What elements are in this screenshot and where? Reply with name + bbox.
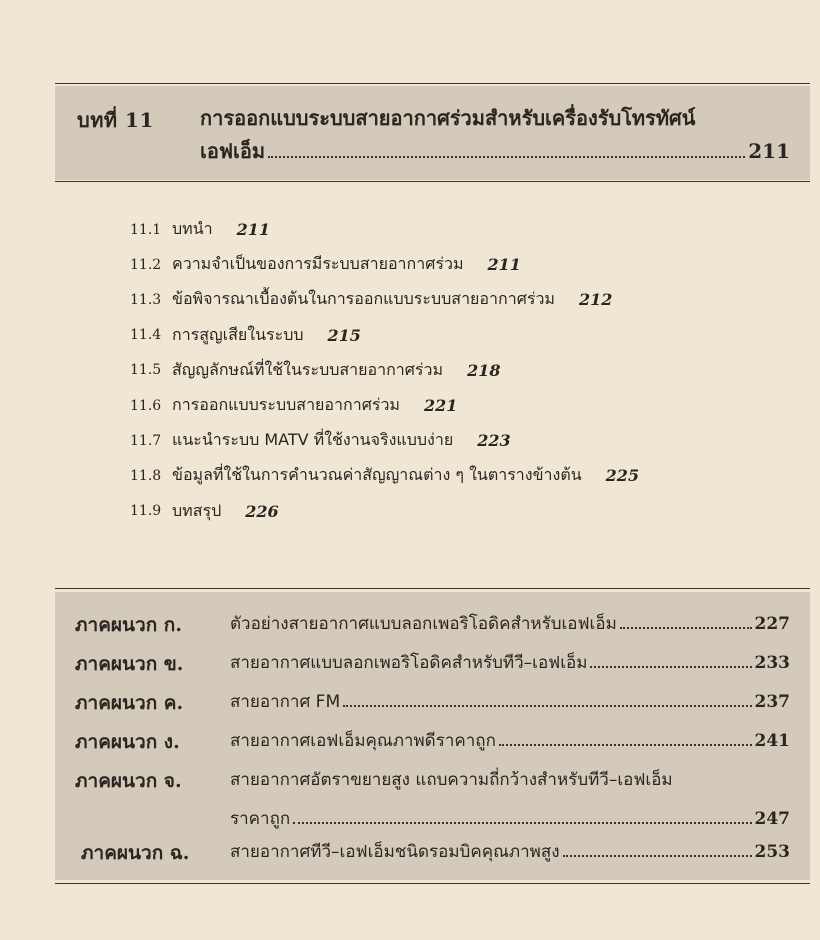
section-title: บทสรุป xyxy=(172,500,222,520)
section-page: 212 xyxy=(578,290,613,310)
appendix-label: ภาคผนวก ค. xyxy=(75,692,184,714)
appendix-title: สายอากาศทีวี–เอฟเอ็มชนิดรอมบิคคุณภาพสูง xyxy=(230,842,560,862)
section-item[interactable] xyxy=(130,353,790,388)
appendix-title: สายอากาศเอฟเอ็มคุณภาพดีราคาถูก xyxy=(230,731,496,751)
appendix-block xyxy=(55,592,810,880)
appendix-label: ภาคผนวก ง. xyxy=(75,731,180,753)
section-item[interactable] xyxy=(130,423,790,458)
section-title: การออกแบบระบบสายอากาศร่วม xyxy=(172,395,400,415)
chapter-title-line2 xyxy=(200,135,790,167)
dot-leader xyxy=(620,627,752,629)
section-title: ข้อพิจารณาเบื้องต้นในการออกแบบระบบสายอากาศร่วม xyxy=(172,289,555,309)
section-number: 11.4 xyxy=(130,327,162,344)
section-item[interactable] xyxy=(130,318,790,353)
section-title: สัญญลักษณ์ที่ใช้ในระบบสายอากาศร่วม xyxy=(172,359,444,379)
chapter-title-cont: เอฟเอ็ม xyxy=(200,139,266,163)
section-number: 11.7 xyxy=(130,432,162,449)
section-page: 221 xyxy=(423,396,458,416)
top-rule xyxy=(55,83,810,84)
appendix-title: สายอากาศอัตราขยายสูง แถบความถี่กว้างสำหรับทีวี–เอฟเอ็ม xyxy=(230,770,673,790)
section-number: 11.5 xyxy=(130,362,162,379)
appendix-title: สายอากาศแบบลอกเพอริโอดิคสำหรับทีวี–เอฟเอ็ม xyxy=(230,653,588,673)
appendix-label: ภาคผนวก ก. xyxy=(75,614,182,636)
section-title: ความจำเป็นของการมีระบบสายอากาศร่วม xyxy=(172,254,464,274)
dot-leader xyxy=(563,855,752,857)
appendix-page: 233 xyxy=(754,653,790,673)
dot-leader xyxy=(590,666,751,668)
appendix-label: ภาคผนวก จ. xyxy=(75,770,182,792)
section-item[interactable] xyxy=(130,388,790,423)
chapter-page: 211 xyxy=(748,139,790,163)
dot-leader xyxy=(499,744,752,746)
section-number: 11.8 xyxy=(130,467,162,484)
section-title: การสูญเสียในระบบ xyxy=(172,324,304,344)
appendix-top-rule xyxy=(55,588,810,589)
section-page: 218 xyxy=(467,360,501,380)
dot-leader xyxy=(268,156,745,158)
section-item[interactable] xyxy=(130,247,790,282)
dot-leader xyxy=(293,822,751,824)
appendix-label: ภาคผนวก ข. xyxy=(75,653,184,675)
section-page: 223 xyxy=(477,431,511,451)
section-title: ข้อมูลที่ใช้ในการคำนวณค่าสัญญาณต่าง ๆ ในตารางข้างต้น xyxy=(172,465,582,485)
section-number: 11.6 xyxy=(130,397,162,414)
section-title: บทนำ xyxy=(172,219,213,239)
appendix-page: 241 xyxy=(754,731,790,751)
section-number: 11.2 xyxy=(130,256,162,273)
section-item[interactable] xyxy=(130,458,790,493)
appendix-title: ตัวอย่างสายอากาศแบบลอกเพอริโอดิคสำหรับเอฟเอ็ม xyxy=(230,614,617,634)
section-page: 225 xyxy=(605,466,640,486)
appendix-title-cont: ราคาถูก xyxy=(230,809,291,829)
section-item[interactable] xyxy=(130,494,790,529)
appendix-page: 253 xyxy=(754,842,790,862)
section-page: 211 xyxy=(487,255,521,275)
section-page: 226 xyxy=(245,501,279,521)
section-page: 215 xyxy=(327,325,361,345)
chapter-title: การออกแบบระบบสายอากาศร่วมสำหรับเครื่องรับโทรทัศน์ xyxy=(200,106,696,130)
chapter-number: บทที่ 11 xyxy=(77,108,154,132)
bottom-rule xyxy=(55,883,810,884)
section-number: 11.3 xyxy=(130,291,162,308)
chapter-heading xyxy=(55,86,810,180)
dot-leader xyxy=(343,705,751,707)
appendix-title: สายอากาศ FM xyxy=(230,692,341,712)
section-number: 11.1 xyxy=(130,221,162,238)
section-list xyxy=(130,212,790,529)
chapter-bottom-rule xyxy=(55,181,810,182)
appendix-page: 247 xyxy=(754,809,790,829)
appendix-label: ภาคผนวก ฉ. xyxy=(81,842,190,864)
section-page: 211 xyxy=(236,220,271,240)
section-item[interactable] xyxy=(130,282,790,317)
section-title: แนะนำระบบ MATV ที่ใช้งานจริงแบบง่าย xyxy=(172,430,454,450)
appendix-page: 227 xyxy=(754,614,790,634)
section-item[interactable] xyxy=(130,212,790,247)
section-number: 11.9 xyxy=(130,503,162,520)
appendix-page: 237 xyxy=(754,692,790,712)
